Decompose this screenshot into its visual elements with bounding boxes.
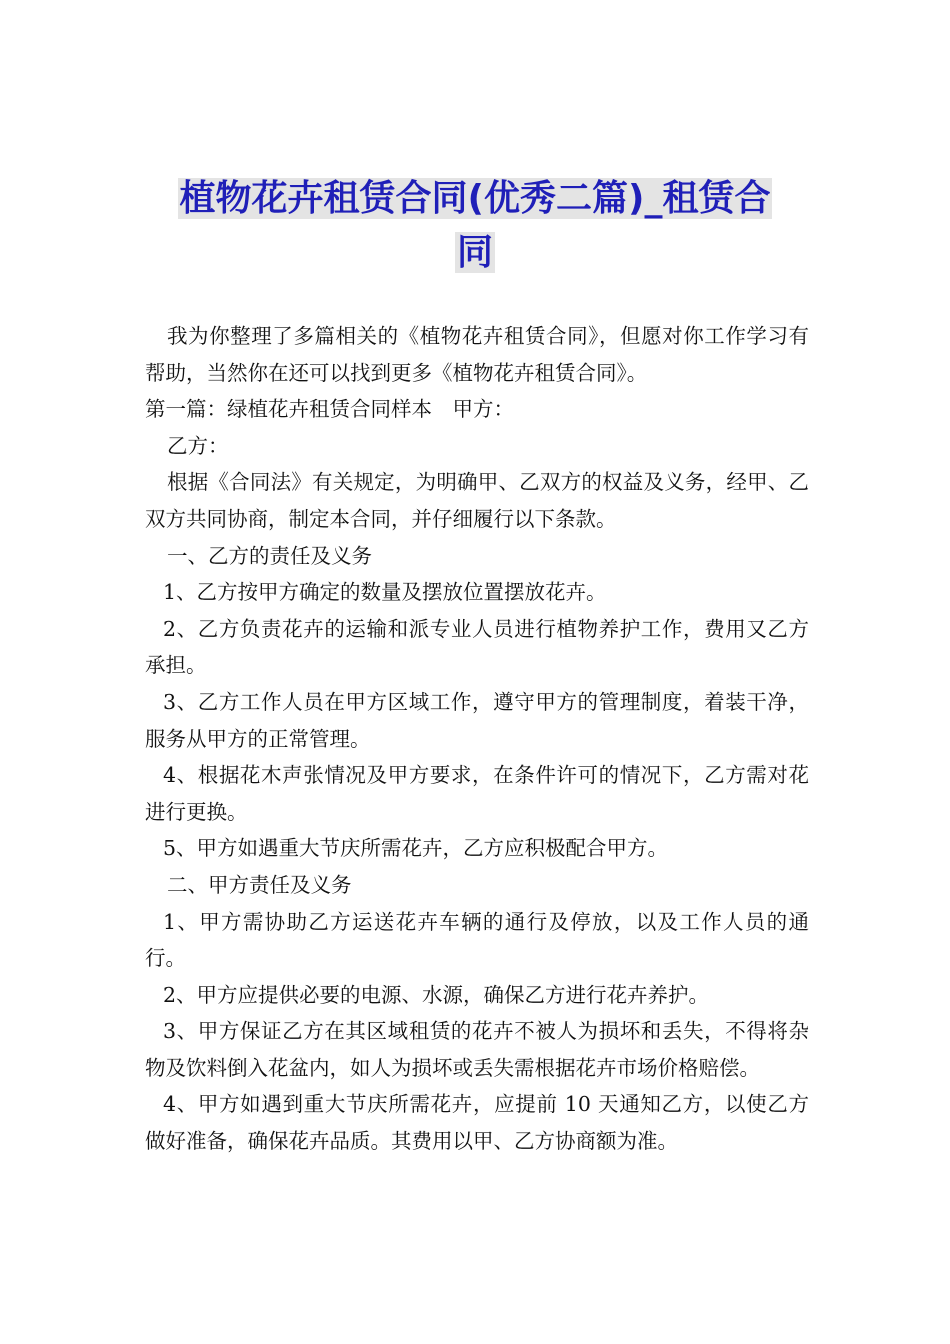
document-body bbox=[145, 318, 809, 1160]
title-line-1: 植物花卉租赁合同(优秀二篇)_租赁合 bbox=[179, 178, 771, 219]
party-b-line: 乙方： bbox=[167, 433, 229, 458]
section2-item-3: 3、甲方保证乙方在其区域租赁的花卉不被人为损坏和丢失，不得将杂物及饮料倒入花盆内，如人为损坏或丢失需根据花卉市场价格赔偿。 bbox=[145, 1019, 809, 1080]
section1-item-5: 5、甲方如遇重大节庆所需花卉，乙方应积极配合甲方。 bbox=[163, 836, 669, 861]
section1-item-3: 3、乙方工作人员在甲方区域工作，遵守甲方的管理制度，着装干净，服务从甲方的正常管理。 bbox=[145, 689, 809, 751]
section2-item-4: 4、甲方如遇到重大节庆所需花卉，应提前 10 天通知乙方，以使乙方做好准备，确保花卉品质。其费用以甲、乙方协商额为准。 bbox=[145, 1092, 809, 1154]
section1-item-1: 1、乙方按甲方确定的数量及摆放位置摆放花卉。 bbox=[163, 580, 607, 605]
section2-item-1: 1、甲方需协助乙方运送花卉车辆的通行及停放，以及工作人员的通行。 bbox=[145, 909, 809, 971]
preamble-paragraph: 根据《合同法》有关规定，为明确甲、乙双方的权益及义务，经甲、乙双方共同协商，制定本合同，并仔细履行以下条款。 bbox=[145, 470, 809, 531]
section1-item-4: 4、根据花木声张情况及甲方要求，在条件许可的情况下，乙方需对花进行更换。 bbox=[145, 763, 809, 824]
title-line-2: 同 bbox=[456, 232, 493, 273]
section1-item-2: 2、乙方负责花卉的运输和派专业人员进行植物养护工作，费用又乙方承担。 bbox=[145, 616, 809, 678]
document-title bbox=[150, 172, 800, 280]
intro-paragraph: 我为你整理了多篇相关的《植物花卉租赁合同》，但愿对你工作学习有帮助，当然你在还可以找到更多《植物花卉租赁合同》。 bbox=[145, 324, 809, 385]
section1-heading: 一、乙方的责任及义务 bbox=[167, 543, 372, 568]
section2-item-2: 2、甲方应提供必要的电源、水源，确保乙方进行花卉养护。 bbox=[163, 982, 710, 1007]
section2-heading: 二、甲方责任及义务 bbox=[167, 872, 352, 897]
part1-heading: 第一篇：绿植花卉租赁合同样本 甲方： bbox=[145, 397, 514, 422]
